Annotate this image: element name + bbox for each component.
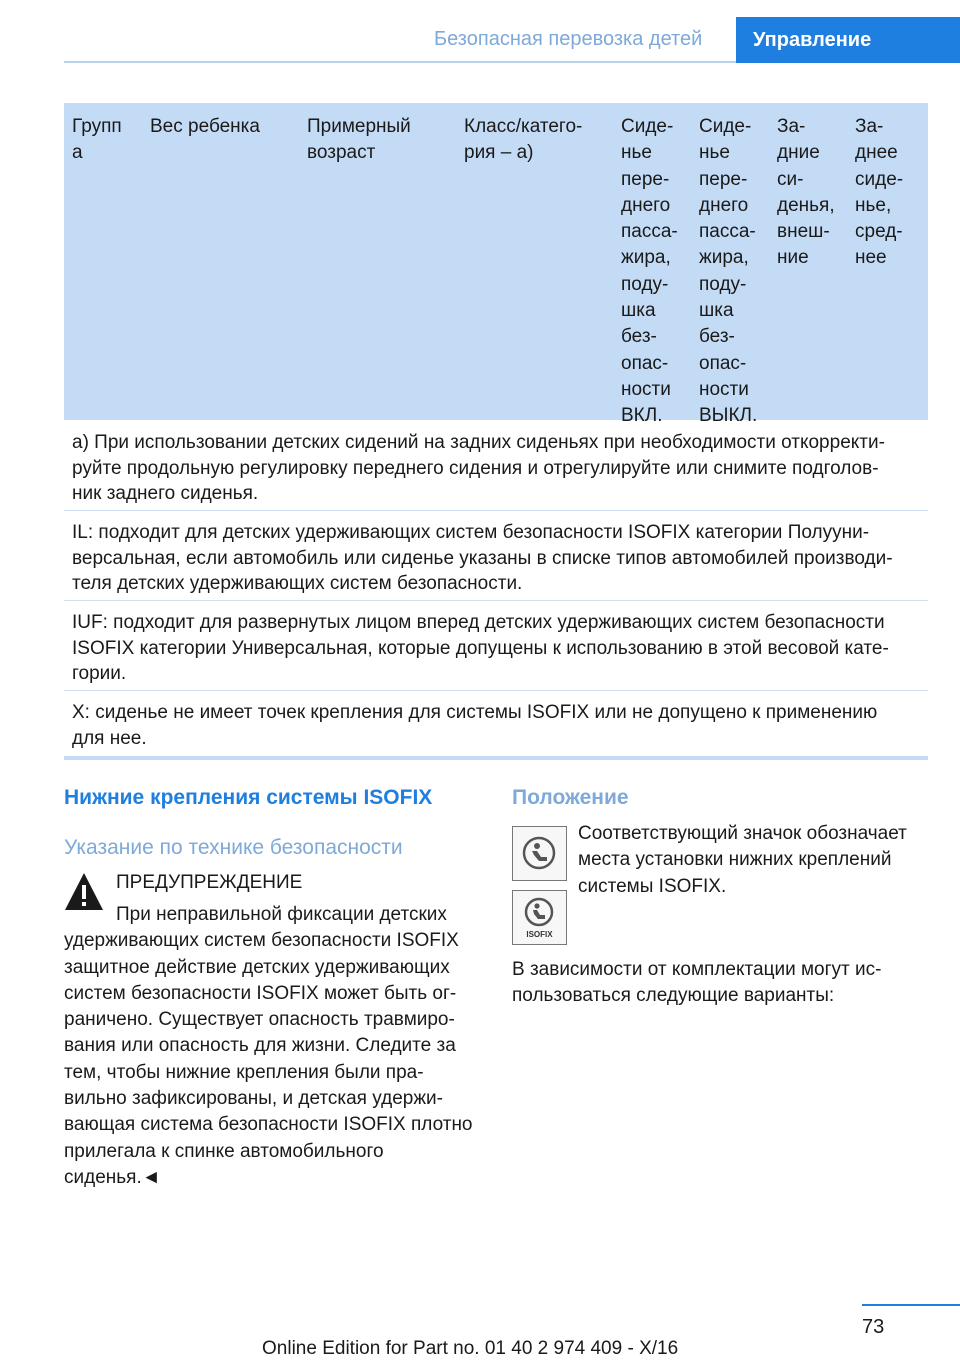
isofix-seat-icon: [512, 890, 567, 945]
footnote-a: a) При использовании детских сидений на задних сиденьях при необходимости откорректи‐ руйте продольную регулировку переднего сидения и отрегулируйте или снимите подголов‐ ник заднего сиденья.: [72, 432, 885, 504]
page-header: [0, 0, 960, 62]
col-rear-middle: За‐ днее сиде‐ нье, сред‐ нее: [855, 116, 904, 269]
footnote-iuf: IUF: подходит для развернутых лицом вперед детских удерживающих систем безопасности ISOFIX категории Универсальная, которые допущены к использованию в этой весовой кате‐ гории.: [72, 612, 889, 684]
col-age: Примерный возраст: [307, 116, 411, 164]
section-title: Безопасная перевозка детей: [434, 28, 703, 50]
col-group: Групп а: [72, 116, 122, 164]
table-end-rule: [64, 756, 928, 760]
col-rear-outer: За‐ дние си‐ денья, внеш‐ ние: [777, 116, 835, 269]
edition-note: Online Edition for Part no. 01 40 2 974 409 - X/16: [262, 1338, 679, 1359]
chapter-tab[interactable]: Управление: [736, 17, 960, 63]
col-front-off: Сиде‐ нье пере‐ днего пасса‐ жира, поду‐ шка без‐ опас‐ ности ВЫКЛ.: [699, 116, 758, 427]
header-rule: [64, 61, 736, 63]
subheading-safety: Указание по технике безопасности: [64, 836, 403, 859]
isofix-icon-label: ISOFIX: [526, 930, 553, 939]
position-variants: В зависимости от комплектации могут ис‐пользоваться следующие варианты:: [512, 959, 882, 1007]
footnote-x: X: сиденье не имеет точек крепления для системы ISOFIX или не допущено к применению для нее.: [72, 702, 878, 749]
child-seat-icon: [512, 826, 567, 881]
position-description: Соответствующий значок обозначает места установки нижних креплений системы ISOFIX.: [578, 823, 907, 897]
warning-title: ПРЕДУПРЕЖДЕНИЕ: [116, 872, 303, 893]
footer-rule: [862, 1304, 960, 1306]
footnote-divider: [64, 690, 928, 691]
page-number: 73: [862, 1316, 885, 1338]
heading-isofix-anchors: Нижние крепления системы ISOFIX: [64, 786, 433, 809]
footnote-il: IL: подходит для детских удерживающих систем безопасности ISOFIX категории Полууни‐ версальная, если автомобиль или сиденье указаны в списке типов автомобилей производи‐ теля детских удерживающих систем безопасности.: [72, 522, 893, 594]
footnote-divider: [64, 600, 928, 601]
col-front-on: Сиде‐ нье пере‐ днего пасса‐ жира, поду‐ шка без‐ опас‐ ности ВКЛ.: [621, 116, 678, 427]
isofix-table-header: [64, 103, 928, 427]
col-weight: Вес ребенка: [150, 116, 260, 137]
footnote-divider: [64, 510, 928, 511]
warning-body: При неправильной фиксации детских удерживающих систем безопасности ISOFIX защитное действие детских удерживающих систем безопасности ISOFIX может быть ог‐раничено. Существует опасность травмиро‐вания или опасность для жизни. Следите за тем, чтобы нижние крепления были пра‐вильно зафиксированы, и детская удержи‐вающая система безопасности ISOFIX плотно прилегала к спинке автомобильного сиденья.◄: [64, 904, 473, 1188]
heading-position: Положение: [512, 786, 629, 809]
col-class: Класс/катего‐ рия – a): [464, 116, 583, 164]
